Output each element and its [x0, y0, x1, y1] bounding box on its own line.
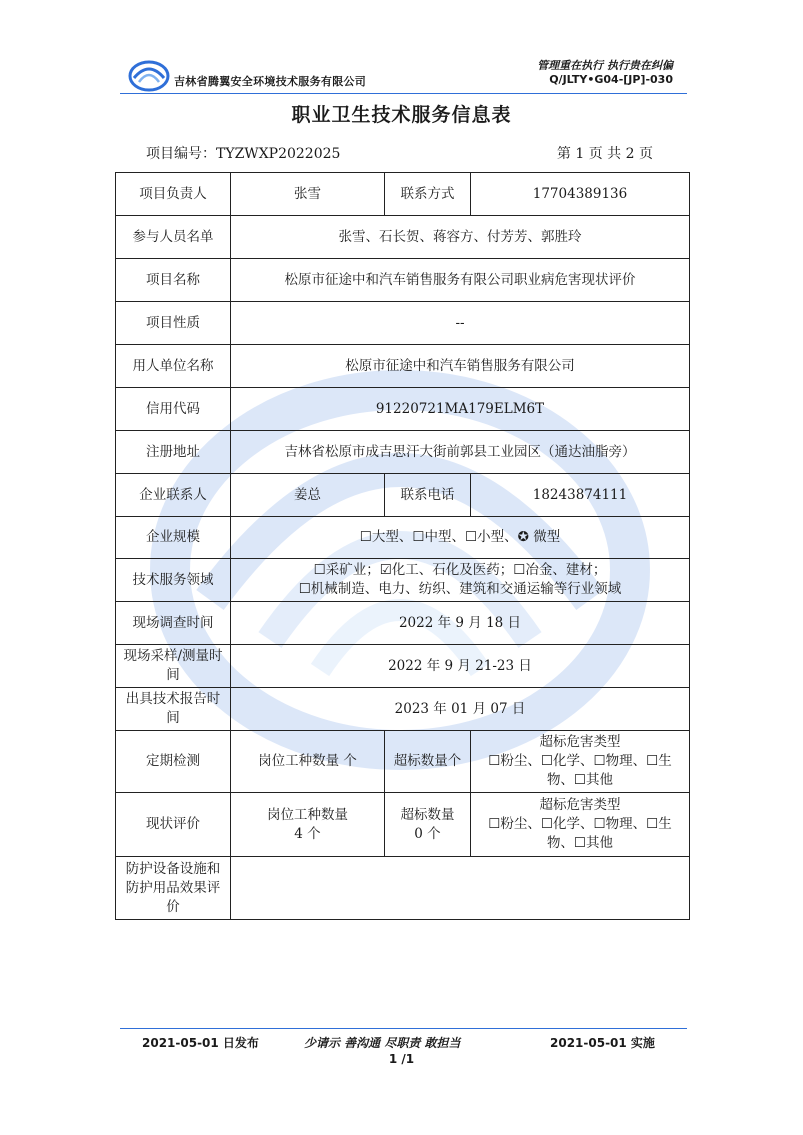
survey-time-label: 现场调查时间 [116, 602, 231, 645]
contact-value: 17704389136 [471, 173, 690, 216]
phone-value: 18243874111 [471, 474, 690, 517]
service-domain-value [231, 559, 690, 602]
leader-label: 项目负责人 [116, 173, 231, 216]
credit-code-label: 信用代码 [116, 388, 231, 431]
status-hazard [471, 793, 690, 857]
periodic-hazard [471, 731, 690, 793]
status-posts-label: 岗位工种数量 [267, 806, 348, 823]
status-exceed [385, 793, 471, 857]
periodic-label: 定期检测 [116, 731, 231, 793]
report-time-label: 出具技术报告时间 [116, 688, 231, 731]
header-slogan: 管理重在执行 执行贵在纠偏 [537, 59, 673, 72]
table-row [116, 857, 690, 920]
table-row [116, 259, 690, 302]
header-divider [120, 93, 687, 94]
footer-motto: 少请示 善沟通 尽职责 敢担当 [304, 1036, 461, 1050]
hazard-line: ☐粉尘、☐化学、☐物理、☐生 [488, 753, 672, 769]
project-number: 项目编号：TYZWXP2022025 [146, 146, 341, 162]
protection-value [231, 857, 690, 920]
company-name: 吉林省腾翼安全环境技术服务有限公司 [174, 75, 367, 88]
document-code: Q/JLTY•G04-[JP]-030 [549, 73, 673, 86]
employer-label: 用人单位名称 [116, 345, 231, 388]
table-row [116, 216, 690, 259]
status-exceed-label: 超标数量 [400, 806, 455, 823]
page-title: 职业卫生技术服务信息表 [291, 104, 512, 126]
enterprise-contact-value: 姜总 [231, 474, 385, 517]
table-row [116, 517, 690, 559]
info-table [115, 172, 690, 920]
service-domain-line: ☐采矿业；☑化工、石化及医药；☐冶金、建材； [313, 562, 607, 578]
credit-code-value: 91220721MA179ELM6T [231, 388, 690, 431]
page-indicator: 第 1 页 共 2 页 [556, 146, 653, 162]
company-logo-icon [128, 56, 170, 92]
sampling-time-value: 2022 年 9 月 21-23 日 [231, 645, 690, 688]
table-row [116, 388, 690, 431]
enterprise-contact-label: 企业联系人 [116, 474, 231, 517]
table-row [116, 793, 690, 857]
phone-label: 联系电话 [385, 474, 471, 517]
members-value: 张雪、石长贺、蒋容方、付芳芳、郭胜玲 [231, 216, 690, 259]
sampling-time-label: 现场采样/测量时间 [116, 645, 231, 688]
status-posts [231, 793, 385, 857]
service-domain-label: 技术服务领域 [116, 559, 231, 602]
table-row [116, 345, 690, 388]
project-name-value: 松原市征途中和汽车销售服务有限公司职业病危害现状评价 [231, 259, 690, 302]
leader-value: 张雪 [231, 173, 385, 216]
footer-page-number: 1 /1 [388, 1052, 415, 1066]
table-row [116, 559, 690, 602]
status-posts-count: 4 个 [294, 825, 321, 842]
table-row [116, 474, 690, 517]
service-domain-line: ☐机械制造、电力、纺织、建筑和交通运输等行业领域 [298, 581, 622, 597]
contact-label: 联系方式 [385, 173, 471, 216]
effective-date: 2021-05-01 实施 [550, 1036, 655, 1050]
table-row [116, 688, 690, 731]
issue-date: 2021-05-01 日发布 [142, 1036, 259, 1050]
hazard-line: 物、☐其他 [546, 772, 614, 788]
footer-divider [120, 1028, 687, 1029]
status-exceed-count: 0 个 [414, 825, 441, 842]
protection-label: 防护设备设施和防护用品效果评价 [116, 857, 231, 920]
periodic-posts: 岗位工种数量 个 [231, 731, 385, 793]
project-name-label: 项目名称 [116, 259, 231, 302]
address-label: 注册地址 [116, 431, 231, 474]
address-value: 吉林省松原市成吉思汗大街前郭县工业园区（通达油脂旁） [231, 431, 690, 474]
scale-value: ☐大型、☐中型、☐小型、✪ 微型 [231, 517, 690, 559]
table-row [116, 602, 690, 645]
members-label: 参与人员名单 [116, 216, 231, 259]
table-row [116, 302, 690, 345]
report-time-value: 2023 年 01 月 07 日 [231, 688, 690, 731]
survey-time-value: 2022 年 9 月 18 日 [231, 602, 690, 645]
table-row [116, 731, 690, 793]
table-row [116, 645, 690, 688]
table-row [116, 431, 690, 474]
hazard-line: ☐粉尘、☐化学、☐物理、☐生 [488, 816, 672, 832]
table-row [116, 173, 690, 216]
nature-label: 项目性质 [116, 302, 231, 345]
scale-label: 企业规模 [116, 517, 231, 559]
employer-value: 松原市征途中和汽车销售服务有限公司 [231, 345, 690, 388]
hazard-title: 超标危害类型 [539, 734, 621, 750]
status-label: 现状评价 [116, 793, 231, 857]
hazard-line: 物、☐其他 [546, 835, 614, 851]
periodic-exceed: 超标数量个 [385, 731, 471, 793]
hazard-title: 超标危害类型 [539, 797, 621, 813]
nature-value: -- [231, 302, 690, 345]
